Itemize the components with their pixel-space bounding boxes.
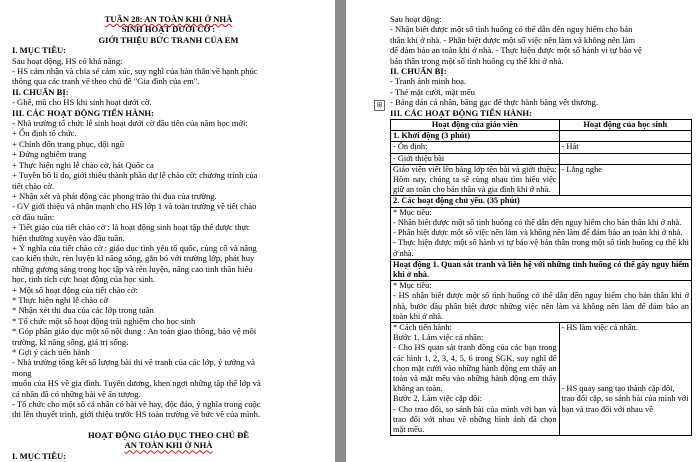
- right-text-heading: III. CÁC HOẠT ĐỘNG TIẾN HÀNH:: [390, 107, 532, 118]
- teacher-cell: - Ổn định:: [391, 142, 560, 153]
- left-text-line: muốn của HS về gia đình. Tuyên dương, khen ngợi những tập thể lớp và: [12, 378, 261, 389]
- left-text-heading: I. MỤC TIÊU:: [12, 45, 67, 56]
- left-text-line: + Thực hiện nghi lễ chào cờ, hát Quốc ca: [12, 159, 154, 170]
- teacher-cell: * Mục tiêu: - HS nhận biết được một số tình huống có thể dẫn đến nguy hiểm cho bản thân khi ở nhà, bước đầu phân biệt được những việc nên làm và không nên làm để đảm bảo an toàn khi ở nhà.: [391, 281, 692, 323]
- table-row: [391, 131, 692, 142]
- left-text-line: - Nhà trường tổ chức lễ sinh hoạt dưới cờ đầu tiên của năm học mới:: [12, 118, 248, 129]
- left-text-heading: II. CHUẨN BỊ:: [12, 86, 69, 97]
- left-text-line: thông qua các tranh vẽ theo chủ đề "Gia đình của em".: [12, 76, 200, 87]
- left-text-line: mong: [12, 367, 32, 378]
- right-text-line: - Tranh ảnh minh hoạ.: [390, 76, 467, 87]
- right-text-line: - Nhận biết được một số tình huống có thể dẫn đến nguy hiểm cho bản: [390, 24, 633, 35]
- left-text-line: + Một số hoạt động của tiết chào cờ:: [12, 284, 138, 295]
- week-title: TUẦN 28: AN TOÀN KHI Ở NHÀ: [104, 14, 233, 24]
- left-body-text: [12, 45, 325, 420]
- left-text-line: + Đứng nghiêm trang: [12, 149, 87, 160]
- left-text-line: - Ghế, mũ cho HS khi sinh hoạt dưới cờ.: [12, 97, 152, 108]
- left-text-line: cờ đầu tuần:: [12, 211, 55, 222]
- student-cell: [559, 131, 691, 142]
- left-text-line: + Ý nghĩa của tiết chào cờ : giáo dục tình yêu tổ quốc, củng cố và nâng: [12, 242, 257, 253]
- left-text-line: cao kiến thức, rèn luyện kĩ năng sống, gắn bó với trường lớp, phát huy: [12, 253, 255, 264]
- student-cell: - HS làm việc cá nhân. - HS quay sang tạo thành cặp đôi, trao đổi cặp, so sánh bài của mình với bạn và trao đổi với nhau về: [559, 322, 691, 435]
- student-cell: [559, 153, 691, 164]
- teacher-cell: * Mục tiêu: - Nhận biết được một số tình huống có thể dẫn đến nguy hiểm cho bản thân khi ở nhà. - Phân biệt được một số việc nên làm và không nên làm để đảm bảo an toàn khi ở nhà. - Thực hiện được một số hành vi tự bảo vệ bản thân trong một số tình huống cụ thể khi ở nhà.: [391, 207, 692, 259]
- left-text-line: * Góp phần giáo dục một số nội dung : An toàn giao thông, bảo vệ môi: [12, 326, 257, 337]
- table-row: [391, 153, 692, 164]
- table-row: [391, 281, 692, 323]
- left-text-line: những gương sáng trong học tập và rèn luyện, nâng cao tinh thần hiếu: [12, 263, 253, 274]
- right-document-page: [346, 0, 700, 462]
- table-row: [391, 164, 692, 196]
- left-text-line: Sau hoạt động, HS có khả năng:: [12, 55, 123, 66]
- lesson-table: [390, 119, 692, 436]
- section2-muc-tieu: I. MỤC TIÊU:: [12, 450, 67, 461]
- right-text-line: thân khi ở nhà. - Phân biệt được một số việc nên làm và không nên làm: [390, 34, 636, 45]
- left-text-line: cá nhân đã có những bài vẽ ấn tượng.: [12, 388, 141, 399]
- table-row: [391, 322, 692, 435]
- section2-subtitle: AN TOÀN KHI Ở NHÀ: [124, 440, 213, 451]
- left-text-line: thi lên thuyết trình, giới thiệu trước HS toàn trường về bức vẽ của mình.: [12, 409, 261, 420]
- left-text-line: + Ổn định tổ chức.: [12, 128, 77, 139]
- right-text-line: Sau hoạt động:: [390, 14, 442, 24]
- right-body-text: [390, 14, 692, 118]
- teacher-cell: 2. Các hoạt động chủ yếu. (35 phút): [391, 196, 692, 207]
- left-text-line: + Tiết giáo của tiết chào cờ : là hoạt động sinh hoạt tập thể được thực: [12, 222, 251, 233]
- student-column-header: Hoạt động của học sinh: [559, 120, 691, 131]
- left-text-line: - Tổ chức cho một số cá nhân có bài vẽ hay, độc đáo, ý nghĩa trong cuộc: [12, 399, 261, 410]
- left-text-line: + Nhận xét và phát động các phong trào thi đua của trường.: [12, 190, 217, 201]
- left-text-line: - Nhà trường tổng kết số lượng bài thi vẽ tranh của các lớp, ý tưởng và: [12, 357, 255, 368]
- teacher-cell: - Giới thiệu bài: [391, 153, 560, 164]
- left-text-line: học, tinh tích cực hoạt động của học sinh.: [12, 274, 156, 285]
- page-gap: [335, 0, 346, 462]
- table-move-handle-icon[interactable]: ⊞: [374, 100, 385, 111]
- section2-title: HOẠT ĐỘNG GIÁO DỤC THEO CHỦ ĐỀ: [87, 429, 250, 440]
- left-text-line: tiết chào cờ.: [12, 180, 55, 191]
- right-text-line: để đảm bảo an toàn khi ở nhà. - Thực hiện được một số hành vi tự bảo vệ: [390, 45, 642, 56]
- left-text-heading: III. CÁC HOẠT ĐỘNG TIẾN HÀNH:: [12, 107, 154, 118]
- left-text-line: * Gợi ý cách tiến hành: [12, 347, 90, 357]
- table-row: [391, 142, 692, 153]
- left-text-line: + Chỉnh đốn trang phục, đội ngũ: [12, 138, 125, 149]
- right-text-line: - Bảng dán cá nhân, băng gạc để thực hành băng vết thương.: [390, 97, 599, 108]
- left-text-line: hiện thường xuyên vào đầu tuần.: [12, 232, 125, 243]
- teacher-cell: Hoạt động 1. Quan sát tranh và liên hệ với những tình huống có thể gây nguy hiểm khi ở nhà.: [391, 259, 692, 280]
- right-text-heading: II. CHUẨN BỊ:: [390, 66, 447, 77]
- left-text-line: trường, kĩ năng sống, giá trị sống.: [12, 336, 129, 347]
- table-row: [391, 196, 692, 207]
- student-cell: - Lắng nghe: [559, 164, 691, 196]
- activity-title: SINH HOẠT DƯỚI CỜ :: [121, 24, 216, 35]
- teacher-cell: 1. Khởi động (3 phút): [391, 131, 560, 142]
- left-document-page: [0, 0, 335, 462]
- left-text-line: + Tuyên bố lí do, giới thiệu thành phần dự lễ chào cờ: chương trình của: [12, 170, 258, 181]
- left-text-line: * Nhận xét thi đua của các lớp trong tuần: [12, 305, 154, 316]
- teacher-column-header: Hoạt động của giáo viên: [391, 120, 560, 131]
- teacher-cell: Giáo viên viết lên bảng lớp tên bài và giới thiệu: Hôm nay, chúng ta sẽ cùng nhau tìm hiểu việc giữ an toàn cho bản thân và gia đình khi ở nhà.: [391, 164, 560, 196]
- left-text-line: * Thực hiện nghi lễ chào cờ: [12, 294, 108, 305]
- left-text-line: - GV giới thiệu và nhận mạnh cho HS lớp 1 và toàn trường về tiết chào: [12, 201, 257, 212]
- activity-subtitle: GIỚI THIỆU BỨC TRANH CỦA EM: [98, 34, 239, 45]
- right-text-line: - Thẻ mặt cười, mặt mếu: [390, 86, 475, 97]
- left-text-line: * Tổ chức một số hoạt động trải nghiệm cho học sinh: [12, 315, 196, 326]
- table-row: [391, 207, 692, 259]
- student-cell: - Hát: [559, 142, 691, 153]
- teacher-cell: * Cách tiến hành: Bước 1. Làm việc cá nhân: - Cho HS quan sát tranh đồng của các bạn trong các hình 1, 2, 3, 4, 5, 6 trong SGK, suy nghĩ để chọn mặt cười vào những hành động em thấy an toàn và mặt mếu vào những hành động em thấy không an toàn. Bước 2. Làm việc cặp đôi: - Cho trao đổi, so sánh bài của mình với bạn và trao đổi với nhau về những hình ảnh đã chọn mặt mếu.: [391, 322, 560, 435]
- table-row: [391, 259, 692, 280]
- left-text-line: - HS cảm nhận và chia sẻ cảm xúc, suy nghĩ của bản thân về hạnh phúc: [12, 66, 258, 77]
- right-text-line: bản thân trong một số tình huống cụ thể khi ở nhà.: [390, 55, 564, 66]
